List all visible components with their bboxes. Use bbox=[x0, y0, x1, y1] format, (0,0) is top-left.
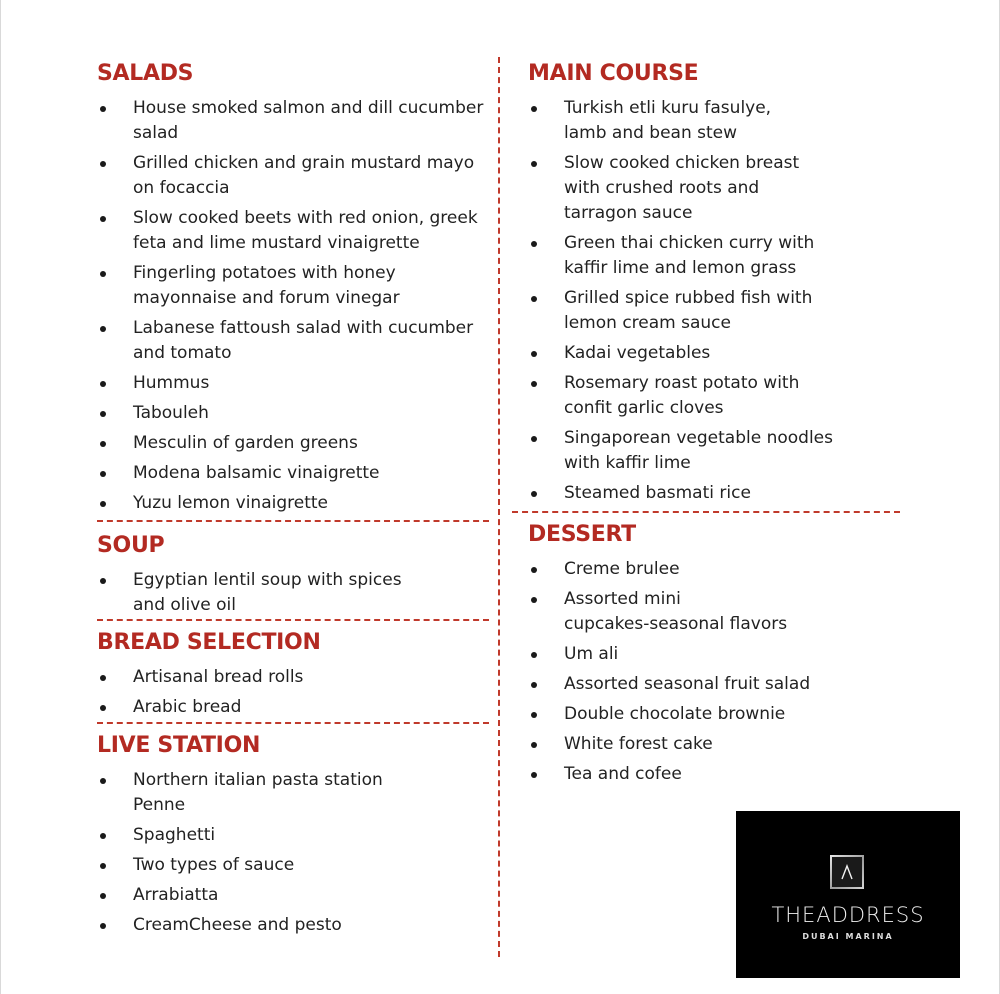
menu-item: Kadai vegetables bbox=[528, 341, 918, 366]
menu-item: Hummus bbox=[97, 371, 489, 396]
section-divider bbox=[512, 511, 900, 513]
menu-item: Egyptian lentil soup with spices and olive oil bbox=[97, 568, 489, 618]
menu-item: Yuzu lemon vinaigrette bbox=[97, 491, 489, 516]
main-course-list bbox=[528, 96, 918, 506]
bread-list bbox=[97, 665, 489, 720]
menu-right-column bbox=[528, 60, 918, 792]
menu-item: Rosemary roast potato with confit garlic cloves bbox=[528, 371, 918, 421]
menu-item: Um ali bbox=[528, 642, 918, 667]
menu-item: Slow cooked chicken breast with crushed roots and tarragon sauce bbox=[528, 151, 918, 226]
logo-location: DUBAI MARINA bbox=[802, 932, 894, 941]
menu-item: Steamed basmati rice bbox=[528, 481, 918, 506]
menu-item: Spaghetti bbox=[97, 823, 489, 848]
logo-mark-icon bbox=[830, 855, 864, 889]
menu-item: Modena balsamic vinaigrette bbox=[97, 461, 489, 486]
menu-item: White forest cake bbox=[528, 732, 918, 757]
soup-list bbox=[97, 568, 489, 618]
menu-item: Slow cooked beets with red onion, greek feta and lime mustard vinaigrette bbox=[97, 206, 489, 256]
column-divider bbox=[498, 57, 500, 957]
section-title-bread: BREAD SELECTION bbox=[97, 630, 321, 655]
menu-item: Mesculin of garden greens bbox=[97, 431, 489, 456]
menu-item: Grilled spice rubbed fish with lemon cream sauce bbox=[528, 286, 918, 336]
live-station-list bbox=[97, 768, 489, 938]
menu-item: Turkish etli kuru fasulye, lamb and bean stew bbox=[528, 96, 918, 146]
menu-item: Assorted seasonal fruit salad bbox=[528, 672, 918, 697]
menu-item: Fingerling potatoes with honey mayonnaise and forum vinegar bbox=[97, 261, 489, 311]
section-live-station bbox=[97, 732, 489, 938]
menu-item: Green thai chicken curry with kaffir lime and lemon grass bbox=[528, 231, 918, 281]
section-title-soup: SOUP bbox=[97, 533, 165, 558]
menu-item: Artisanal bread rolls bbox=[97, 665, 489, 690]
menu-item: Labanese fattoush salad with cucumber and tomato bbox=[97, 316, 489, 366]
section-main-course bbox=[528, 60, 918, 506]
menu-item: Tea and cofee bbox=[528, 762, 918, 787]
section-dessert bbox=[528, 521, 918, 787]
section-soup bbox=[97, 532, 489, 618]
dessert-list bbox=[528, 557, 918, 787]
menu-item: Singaporean vegetable noodles with kaffir lime bbox=[528, 426, 918, 476]
page-border-left bbox=[0, 0, 1, 994]
menu-item: Arabic bread bbox=[97, 695, 489, 720]
menu-item: Northern italian pasta station Penne bbox=[97, 768, 489, 818]
menu-item: Double chocolate brownie bbox=[528, 702, 918, 727]
menu-item: Assorted mini cupcakes-seasonal flavors bbox=[528, 587, 918, 637]
section-divider bbox=[97, 619, 489, 621]
menu-item: Grilled chicken and grain mustard mayo on focaccia bbox=[97, 151, 489, 201]
section-divider bbox=[97, 520, 489, 522]
section-title-live-station: LIVE STATION bbox=[97, 733, 261, 758]
menu-item: CreamCheese and pesto bbox=[97, 913, 489, 938]
menu-left-column bbox=[97, 60, 489, 943]
section-title-salads: SALADS bbox=[97, 61, 194, 86]
section-salads bbox=[97, 60, 489, 516]
section-title-dessert: DESSERT bbox=[528, 522, 636, 547]
menu-item: House smoked salmon and dill cucumber salad bbox=[97, 96, 489, 146]
menu-item: Arrabiatta bbox=[97, 883, 489, 908]
menu-item: Creme brulee bbox=[528, 557, 918, 582]
menu-item: Tabouleh bbox=[97, 401, 489, 426]
menu-item: Two types of sauce bbox=[97, 853, 489, 878]
the-address-logo bbox=[736, 811, 960, 978]
section-divider bbox=[97, 722, 489, 724]
logo-name: THEADDRESS bbox=[771, 903, 925, 927]
section-title-main-course: MAIN COURSE bbox=[528, 61, 699, 86]
section-bread bbox=[97, 629, 489, 720]
salads-list bbox=[97, 96, 489, 516]
